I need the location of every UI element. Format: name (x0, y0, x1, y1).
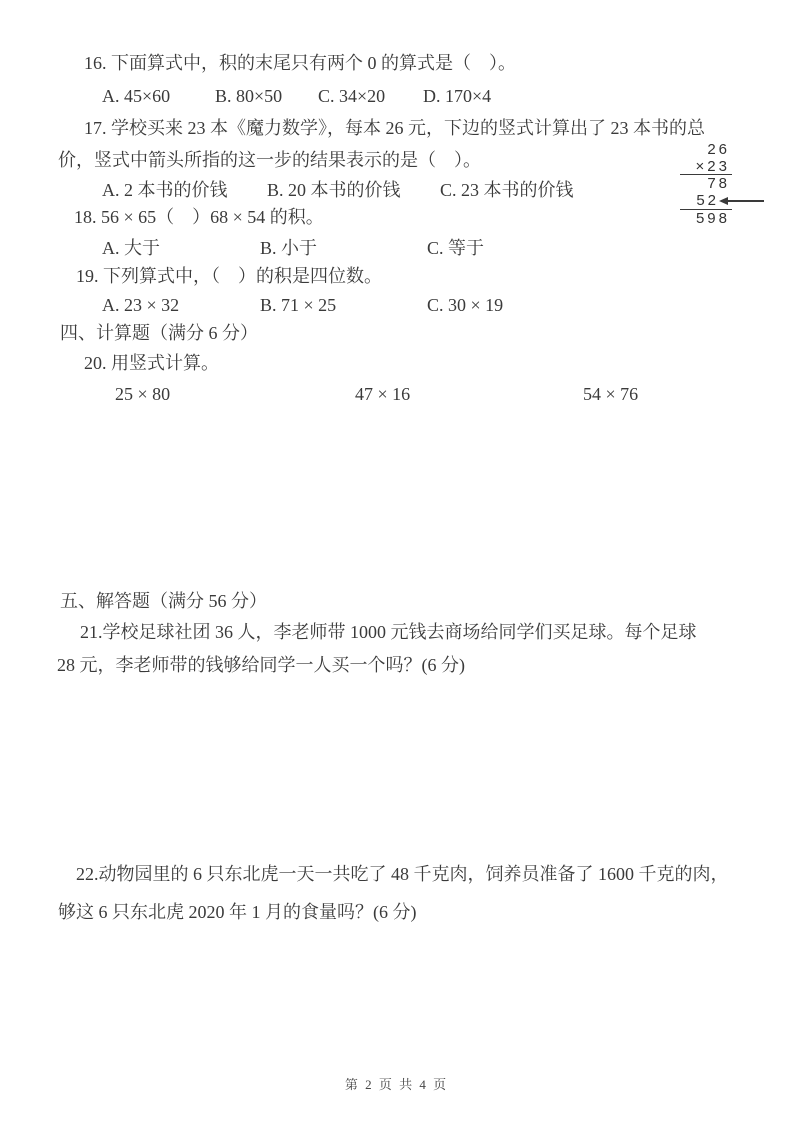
vertical-multiplication (680, 141, 732, 226)
question-16-stem: 16. 下面算式中，积的末尾只有两个 0 的算式是（ ）。 (84, 53, 516, 73)
section-5-heading: 五、解答题（满分 56 分） (60, 591, 267, 611)
question-21-text-line1: 21.学校足球社团 36 人，李老师带 1000 元钱去商场给同学们买足球。每个足球 (80, 622, 697, 642)
question-18-options (102, 237, 484, 260)
question-19-option-a: A. 23 × 32 (102, 295, 180, 315)
question-18-stem: 18. 56 × 65（ ）68 × 54 的积。 (74, 207, 324, 227)
question-18-option-a: A. 大于 (102, 238, 160, 258)
question-20-expression-2: 47 × 16 (355, 384, 411, 404)
vertical-multiplication-partial2 (680, 192, 732, 209)
question-17-option-b: B. 20 本书的价钱 (267, 180, 401, 200)
question-16-options (102, 85, 491, 108)
vertical-multiplication-product: 598 (680, 209, 732, 226)
question-18-option-b: B. 小于 (260, 238, 318, 258)
question-20-stem: 20. 用竖式计算。 (84, 353, 219, 373)
question-20-expression-3: 54 × 76 (583, 384, 639, 404)
question-20-expression-1: 25 × 80 (115, 384, 171, 404)
question-19-option-c: C. 30 × 19 (427, 295, 504, 315)
question-19-stem: 19. 下列算式中，（ ）的积是四位数。 (76, 266, 382, 286)
vertical-multiplication-multiplier: ×23 (680, 158, 732, 175)
page-footer: 第 2 页 共 4 页 (344, 1077, 449, 1092)
question-21-text-line2: 28 元，李老师带的钱够给同学一人买一个吗？(6 分) (57, 655, 465, 675)
question-22-text-line1: 22.动物园里的 6 只东北虎一天一共吃了 48 千克肉，饲养员准备了 1600 千克的肉， (76, 864, 729, 884)
question-17-options (102, 179, 574, 202)
vertical-multiplication-multiplicand: 26 (707, 141, 730, 158)
question-16-option-a: A. 45×60 (102, 86, 171, 106)
question-17-option-a: A. 2 本书的价钱 (102, 180, 228, 200)
question-19-options (102, 294, 503, 317)
question-17-option-c: C. 23 本书的价钱 (440, 180, 574, 200)
question-17-stem-line1: 17. 学校买来 23 本《魔力数学》，每本 26 元，下边的竖式计算出了 23 本书的总 (84, 118, 705, 138)
question-22-text-line2: 够这 6 只东北虎 2020 年 1 月的食量吗？(6 分) (58, 902, 417, 922)
partial2-value: 52 (696, 192, 719, 209)
section-4-heading: 四、计算题（满分 6 分） (60, 323, 258, 343)
vertical-multiplication-partial1: 78 (707, 175, 730, 192)
question-19-option-b: B. 71 × 25 (260, 295, 337, 315)
question-18-option-c: C. 等于 (427, 238, 485, 258)
question-20-expressions (115, 383, 638, 406)
arrow-left-icon (726, 200, 764, 202)
question-16-option-b: B. 80×50 (215, 86, 283, 106)
question-17-stem-line2: 价，竖式中箭头所指的这一步的结果表示的是（ ）。 (58, 150, 481, 170)
question-16-option-d: D. 170×4 (423, 86, 492, 106)
question-16-option-c: C. 34×20 (318, 86, 386, 106)
